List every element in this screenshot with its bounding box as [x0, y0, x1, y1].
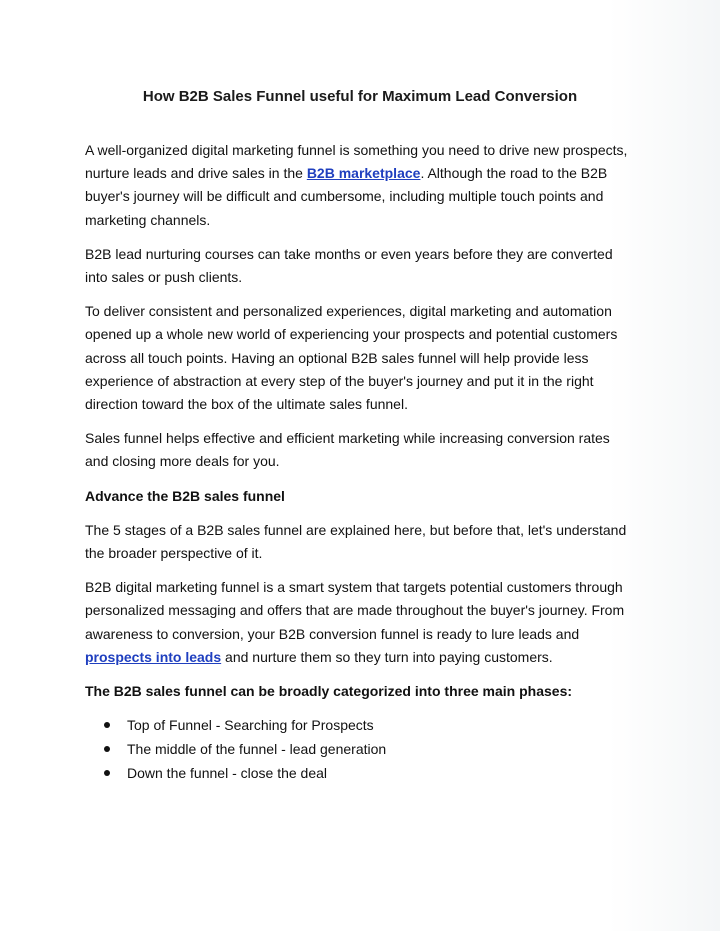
bullet-icon — [104, 770, 110, 776]
heading-three-phases: The B2B sales funnel can be broadly categorized into three main phases: — [85, 683, 573, 700]
paragraph-digital-funnel — [85, 576, 635, 669]
heading-advance-funnel: Advance the B2B sales funnel — [85, 487, 285, 504]
prospects-into-leads-link[interactable]: prospects into leads — [85, 648, 222, 665]
bullet-icon — [104, 722, 110, 728]
paragraph-sales-funnel: Sales funnel helps effective and efficient marketing while increasing conversion rates and closing more deals for you. — [85, 430, 610, 470]
list-item — [85, 761, 635, 785]
paragraph-intro — [85, 139, 635, 232]
paragraph-digital-funnel-text-before: B2B digital marketing funnel is a smart system that targets potential customers through personalized messaging and offers that are made throughout the buyer's journey. From awareness to conversion, your B2B conversion funnel is ready to lure leads and — [85, 579, 625, 642]
paragraph-digital-funnel-text-after: and nurture them so they turn into paying customers. — [221, 648, 553, 665]
phases-list — [85, 713, 635, 785]
document-title: How B2B Sales Funnel useful for Maximum Lead Conversion — [142, 88, 578, 105]
list-item — [85, 713, 635, 737]
paragraph-intro-text-after: . Although the road to the B2B buyer's journey will be difficult and cumbersome, including multiple touch points and marketing channels. — [85, 165, 608, 228]
document-body — [85, 0, 635, 785]
bullet-icon — [104, 746, 110, 752]
paragraph-personalized: To deliver consistent and personalized experiences, digital marketing and automation opened up a whole new world of experiencing your prospects and potential customers across all touch points. Having an optional B2B sales funnel will help provide less experience of abstraction at every step of the buyer's journey and put it in the right direction toward the box of the ultimate sales funnel. — [85, 303, 618, 413]
paragraph-nurturing: B2B lead nurturing courses can take months or even years before they are converted into sales or push clients. — [85, 245, 613, 286]
paragraph-five-stages: The 5 stages of a B2B sales funnel are explained here, but before that, let's understand the broader perspective of it. — [85, 521, 627, 562]
list-item — [85, 737, 635, 761]
list-item-label: Down the funnel - close the deal — [127, 765, 328, 782]
list-item-label: The middle of the funnel - lead generation — [127, 741, 387, 758]
b2b-marketplace-link[interactable]: B2B marketplace — [306, 165, 421, 182]
paragraph-intro-text-before: A well-organized digital marketing funnel is something you need to drive new prospects, nurture leads and drive sales in the — [85, 142, 628, 182]
list-item-label: Top of Funnel - Searching for Prospects — [127, 717, 374, 734]
